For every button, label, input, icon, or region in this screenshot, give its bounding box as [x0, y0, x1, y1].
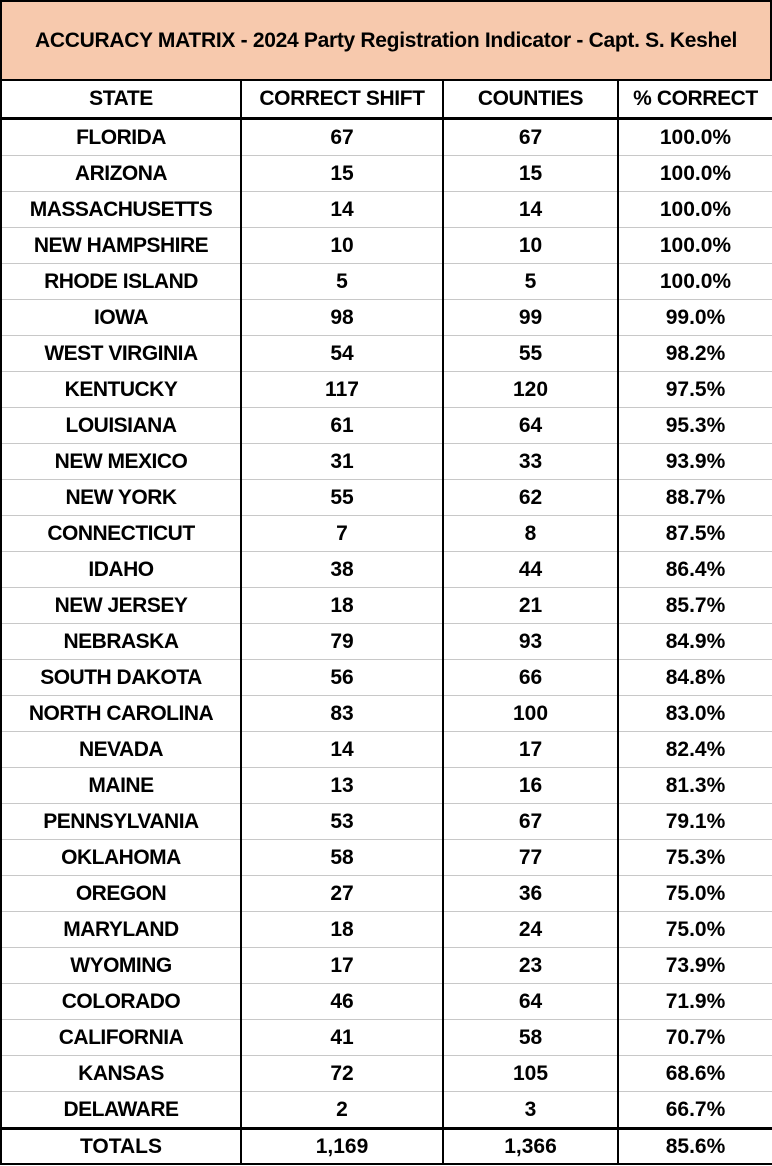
cell-state: MARYLAND — [1, 912, 241, 948]
table-row — [1, 804, 772, 840]
cell-counties: 3 — [443, 1092, 618, 1129]
table-row — [1, 119, 772, 156]
cell-state: CALIFORNIA — [1, 1020, 241, 1056]
cell-state: ARIZONA — [1, 156, 241, 192]
cell-counties: 36 — [443, 876, 618, 912]
cell-counties: 14 — [443, 192, 618, 228]
cell-pct-correct: 99.0% — [618, 300, 772, 336]
table-row — [1, 876, 772, 912]
cell-pct-correct: 85.7% — [618, 588, 772, 624]
cell-state: NORTH CAROLINA — [1, 696, 241, 732]
table-row — [1, 444, 772, 480]
cell-counties: 120 — [443, 372, 618, 408]
cell-pct-correct: 100.0% — [618, 156, 772, 192]
cell-pct-correct: 86.4% — [618, 552, 772, 588]
cell-state: WYOMING — [1, 948, 241, 984]
cell-pct-correct: 83.0% — [618, 696, 772, 732]
cell-pct-correct: 71.9% — [618, 984, 772, 1020]
table-row — [1, 264, 772, 300]
cell-correct-shift: 2 — [241, 1092, 443, 1129]
table-row — [1, 660, 772, 696]
cell-counties: 67 — [443, 804, 618, 840]
header-row — [1, 81, 772, 119]
cell-correct-shift: 27 — [241, 876, 443, 912]
totals-row — [1, 1129, 772, 1165]
totals-label: TOTALS — [1, 1129, 241, 1165]
cell-pct-correct: 73.9% — [618, 948, 772, 984]
cell-counties: 67 — [443, 119, 618, 156]
cell-correct-shift: 56 — [241, 660, 443, 696]
cell-counties: 100 — [443, 696, 618, 732]
cell-state: DELAWARE — [1, 1092, 241, 1129]
table-row — [1, 552, 772, 588]
table-row — [1, 336, 772, 372]
cell-pct-correct: 93.9% — [618, 444, 772, 480]
table-row — [1, 408, 772, 444]
cell-correct-shift: 46 — [241, 984, 443, 1020]
cell-counties: 33 — [443, 444, 618, 480]
cell-state: OKLAHOMA — [1, 840, 241, 876]
cell-correct-shift: 79 — [241, 624, 443, 660]
table-row — [1, 300, 772, 336]
cell-correct-shift: 58 — [241, 840, 443, 876]
cell-correct-shift: 5 — [241, 264, 443, 300]
cell-pct-correct: 87.5% — [618, 516, 772, 552]
cell-state: NEBRASKA — [1, 624, 241, 660]
cell-counties: 58 — [443, 1020, 618, 1056]
table-row — [1, 840, 772, 876]
cell-state: OREGON — [1, 876, 241, 912]
cell-correct-shift: 117 — [241, 372, 443, 408]
cell-correct-shift: 18 — [241, 588, 443, 624]
table-row — [1, 1056, 772, 1092]
cell-state: KENTUCKY — [1, 372, 241, 408]
cell-pct-correct: 95.3% — [618, 408, 772, 444]
cell-correct-shift: 98 — [241, 300, 443, 336]
cell-pct-correct: 66.7% — [618, 1092, 772, 1129]
table-row — [1, 768, 772, 804]
cell-pct-correct: 88.7% — [618, 480, 772, 516]
totals-pct-correct: 85.6% — [618, 1129, 772, 1165]
cell-pct-correct: 100.0% — [618, 228, 772, 264]
cell-counties: 8 — [443, 516, 618, 552]
cell-counties: 93 — [443, 624, 618, 660]
table-row — [1, 948, 772, 984]
cell-state: NEW MEXICO — [1, 444, 241, 480]
cell-correct-shift: 53 — [241, 804, 443, 840]
cell-correct-shift: 10 — [241, 228, 443, 264]
cell-state: SOUTH DAKOTA — [1, 660, 241, 696]
cell-pct-correct: 100.0% — [618, 119, 772, 156]
table-row — [1, 732, 772, 768]
cell-state: RHODE ISLAND — [1, 264, 241, 300]
table-row — [1, 228, 772, 264]
cell-state: NEW YORK — [1, 480, 241, 516]
header-correct-shift: CORRECT SHIFT — [241, 81, 443, 119]
cell-correct-shift: 55 — [241, 480, 443, 516]
cell-state: LOUISIANA — [1, 408, 241, 444]
cell-counties: 17 — [443, 732, 618, 768]
cell-state: MASSACHUSETTS — [1, 192, 241, 228]
cell-counties: 21 — [443, 588, 618, 624]
cell-pct-correct: 84.8% — [618, 660, 772, 696]
cell-state: MAINE — [1, 768, 241, 804]
cell-correct-shift: 17 — [241, 948, 443, 984]
header-counties: COUNTIES — [443, 81, 618, 119]
header-pct-correct: % CORRECT — [618, 81, 772, 119]
cell-pct-correct: 100.0% — [618, 264, 772, 300]
cell-correct-shift: 38 — [241, 552, 443, 588]
cell-correct-shift: 7 — [241, 516, 443, 552]
table-row — [1, 192, 772, 228]
cell-correct-shift: 31 — [241, 444, 443, 480]
cell-correct-shift: 83 — [241, 696, 443, 732]
table-row — [1, 156, 772, 192]
cell-state: KANSAS — [1, 1056, 241, 1092]
cell-counties: 99 — [443, 300, 618, 336]
cell-pct-correct: 97.5% — [618, 372, 772, 408]
cell-counties: 24 — [443, 912, 618, 948]
cell-counties: 77 — [443, 840, 618, 876]
cell-counties: 5 — [443, 264, 618, 300]
cell-correct-shift: 14 — [241, 192, 443, 228]
table-row — [1, 624, 772, 660]
cell-state: PENNSYLVANIA — [1, 804, 241, 840]
matrix-title: ACCURACY MATRIX - 2024 Party Registration Indicator - Capt. S. Keshel — [0, 0, 772, 81]
cell-counties: 62 — [443, 480, 618, 516]
cell-pct-correct: 70.7% — [618, 1020, 772, 1056]
cell-counties: 66 — [443, 660, 618, 696]
accuracy-table — [0, 81, 772, 1165]
cell-state: NEW JERSEY — [1, 588, 241, 624]
cell-state: IDAHO — [1, 552, 241, 588]
table-row — [1, 984, 772, 1020]
cell-counties: 64 — [443, 984, 618, 1020]
cell-counties: 16 — [443, 768, 618, 804]
cell-pct-correct: 98.2% — [618, 336, 772, 372]
table-row — [1, 516, 772, 552]
cell-state: NEVADA — [1, 732, 241, 768]
cell-pct-correct: 75.0% — [618, 912, 772, 948]
cell-correct-shift: 67 — [241, 119, 443, 156]
cell-counties: 105 — [443, 1056, 618, 1092]
table-row — [1, 1020, 772, 1056]
cell-state: FLORIDA — [1, 119, 241, 156]
totals-correct-shift: 1,169 — [241, 1129, 443, 1165]
cell-pct-correct: 79.1% — [618, 804, 772, 840]
table-row — [1, 588, 772, 624]
cell-counties: 23 — [443, 948, 618, 984]
cell-pct-correct: 81.3% — [618, 768, 772, 804]
cell-pct-correct: 75.3% — [618, 840, 772, 876]
cell-correct-shift: 61 — [241, 408, 443, 444]
cell-correct-shift: 54 — [241, 336, 443, 372]
table-body — [1, 119, 772, 1129]
cell-counties: 15 — [443, 156, 618, 192]
cell-correct-shift: 14 — [241, 732, 443, 768]
cell-state: NEW HAMPSHIRE — [1, 228, 241, 264]
cell-correct-shift: 41 — [241, 1020, 443, 1056]
cell-state: COLORADO — [1, 984, 241, 1020]
table-row — [1, 696, 772, 732]
cell-counties: 44 — [443, 552, 618, 588]
cell-pct-correct: 82.4% — [618, 732, 772, 768]
cell-state: IOWA — [1, 300, 241, 336]
table-row — [1, 372, 772, 408]
cell-counties: 10 — [443, 228, 618, 264]
cell-correct-shift: 72 — [241, 1056, 443, 1092]
table-row — [1, 1092, 772, 1129]
cell-counties: 64 — [443, 408, 618, 444]
cell-pct-correct: 84.9% — [618, 624, 772, 660]
cell-correct-shift: 15 — [241, 156, 443, 192]
cell-state: CONNECTICUT — [1, 516, 241, 552]
cell-correct-shift: 18 — [241, 912, 443, 948]
table-row — [1, 912, 772, 948]
cell-counties: 55 — [443, 336, 618, 372]
header-state: STATE — [1, 81, 241, 119]
cell-pct-correct: 75.0% — [618, 876, 772, 912]
cell-state: WEST VIRGINIA — [1, 336, 241, 372]
table-row — [1, 480, 772, 516]
cell-pct-correct: 100.0% — [618, 192, 772, 228]
cell-pct-correct: 68.6% — [618, 1056, 772, 1092]
cell-correct-shift: 13 — [241, 768, 443, 804]
totals-counties: 1,366 — [443, 1129, 618, 1165]
